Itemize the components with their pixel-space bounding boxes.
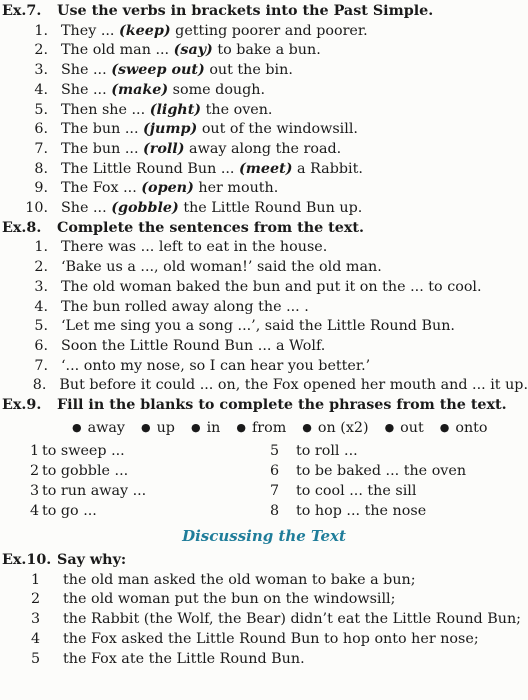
- exercise-10: [0, 551, 528, 669]
- exercise-number: Ex.9.: [2, 397, 42, 414]
- exercise-8-list: [0, 238, 528, 396]
- word-bank-word: from: [251, 419, 287, 436]
- item-text-after: away along the road.: [184, 140, 342, 157]
- phrase-item: [270, 442, 520, 462]
- item-text-before: The bun ...: [61, 121, 144, 138]
- list-item: [0, 298, 528, 318]
- phrase-item: [270, 462, 520, 482]
- bullet-icon: ●: [439, 420, 450, 434]
- section-heading: Discussing the Text: [182, 527, 346, 546]
- word-bank-item: [440, 418, 488, 439]
- item-text: The old woman baked the bun and put it on the ... to cool.: [61, 278, 482, 295]
- item-text: the old woman put the bun on the windowsill;: [63, 591, 396, 608]
- item-number: 5: [31, 650, 41, 667]
- verb-in-brackets: (make): [111, 81, 169, 98]
- item-text-before: She ...: [61, 200, 112, 217]
- verb-in-brackets: (gobble): [111, 200, 179, 217]
- item-text: to sweep ...: [42, 443, 125, 460]
- exercise-7: [0, 2, 528, 219]
- verb-in-brackets: (keep): [119, 22, 171, 39]
- item-text-before: The bun ...: [61, 140, 144, 157]
- word-bank-word: out: [400, 419, 424, 436]
- exercise-title: Use the verbs in brackets into the Past Simple.: [57, 3, 434, 19]
- item-text: [61, 179, 528, 199]
- item-number: 3: [30, 482, 40, 499]
- list-item: [0, 571, 528, 591]
- word-bank-item: [141, 418, 175, 439]
- item-text-before: They ...: [61, 22, 120, 39]
- item-number: 3: [31, 611, 41, 628]
- item-text: to run away ...: [42, 482, 147, 499]
- list-item: [0, 140, 528, 160]
- phrase-column-left: [0, 442, 270, 521]
- item-number: 1.: [34, 22, 48, 39]
- exercise-7-header: [0, 2, 528, 22]
- list-item: [0, 101, 528, 121]
- item-number: 2: [31, 591, 41, 608]
- list-item: [0, 81, 528, 101]
- item-number: 2.: [34, 259, 48, 276]
- phrase-column-right: [270, 442, 520, 521]
- item-text: [61, 140, 528, 160]
- verb-in-brackets: (light): [149, 101, 202, 118]
- item-text: to go ...: [42, 502, 97, 519]
- item-number: 9.: [34, 180, 48, 197]
- word-bank-item: [191, 418, 220, 439]
- list-item: [0, 179, 528, 199]
- exercise-10-header: [0, 551, 528, 571]
- exercise-9-header: [0, 396, 528, 416]
- exercise-8: [0, 219, 528, 396]
- word-bank-word: up: [156, 419, 175, 436]
- word-bank-word: in: [206, 419, 221, 436]
- item-number: 1.: [34, 239, 48, 256]
- word-bank-item: [72, 418, 125, 439]
- list-item: [0, 630, 528, 650]
- item-text-before: The old man ...: [61, 42, 174, 59]
- item-text: ‘Let me sing you a song ...’, said the Little Round Bun.: [61, 318, 455, 335]
- item-text: [61, 22, 528, 42]
- item-number: 4.: [34, 81, 48, 98]
- phrase-item: [0, 462, 270, 482]
- item-text-after: getting poorer and poorer.: [170, 22, 368, 39]
- item-number: 8.: [32, 377, 47, 394]
- word-bank-item: [236, 418, 286, 439]
- verb-in-brackets: (sweep out): [111, 62, 205, 79]
- item-text-before: She ...: [61, 62, 112, 79]
- item-text: The bun rolled away along the ... .: [61, 298, 309, 315]
- item-text: [61, 101, 528, 121]
- bullet-icon: ●: [302, 420, 312, 434]
- list-item: [0, 590, 528, 610]
- exercise-number: Ex.7.: [2, 3, 42, 19]
- item-number: 7.: [34, 140, 48, 157]
- verb-in-brackets: (roll): [143, 140, 185, 157]
- item-text-after: a Rabbit.: [292, 160, 363, 177]
- phrase-item: [0, 502, 270, 522]
- list-item: [0, 41, 528, 61]
- word-bank-item: [302, 418, 368, 439]
- verb-in-brackets: (open): [141, 180, 194, 197]
- item-text: There was ... left to eat in the house.: [61, 239, 328, 256]
- item-number: 8: [270, 502, 280, 519]
- verb-in-brackets: (say): [173, 42, 213, 59]
- item-text-after: out the bin.: [204, 62, 293, 79]
- item-text: the Rabbit (the Wolf, the Bear) didn’t eat the Little Round Bun;: [63, 611, 521, 628]
- bullet-icon: ●: [140, 420, 151, 434]
- item-text: to cool ... the sill: [296, 482, 417, 499]
- item-number: 10.: [25, 200, 48, 217]
- list-item: [0, 357, 528, 377]
- bullet-icon: ●: [72, 420, 82, 434]
- item-text: [61, 160, 528, 180]
- list-item: [0, 278, 528, 298]
- list-item: [0, 376, 528, 396]
- list-item: [0, 610, 528, 630]
- item-number: 4: [30, 502, 40, 519]
- item-number: 5.: [34, 101, 48, 118]
- item-text-after: out of the windowsill.: [197, 121, 358, 138]
- exercise-9: [0, 396, 528, 521]
- item-text: to be baked ... the oven: [296, 463, 467, 480]
- bullet-icon: ●: [236, 420, 246, 434]
- bullet-icon: ●: [190, 420, 201, 434]
- item-text: [61, 81, 528, 101]
- item-number: 3.: [34, 278, 48, 295]
- list-item: [0, 258, 528, 278]
- item-text: the Fox ate the Little Round Bun.: [63, 650, 305, 667]
- item-text: [61, 61, 528, 81]
- item-text: ‘... onto my nose, so I can hear you better.’: [61, 357, 371, 374]
- word-bank: [0, 418, 528, 439]
- item-number: 6.: [34, 121, 48, 138]
- list-item: [0, 199, 528, 219]
- word-bank-item: [385, 418, 424, 439]
- word-bank-word: on (x2): [317, 419, 369, 436]
- item-number: 1: [31, 571, 41, 588]
- item-text-before: The Little Round Bun ...: [61, 160, 240, 177]
- phrase-item: [270, 482, 520, 502]
- item-number: 5: [270, 443, 280, 460]
- item-number: 8.: [34, 160, 48, 177]
- exercise-8-header: [0, 219, 528, 239]
- item-text-after: the Little Round Bun up.: [178, 200, 363, 217]
- item-number: 1: [30, 443, 40, 460]
- list-item: [0, 317, 528, 337]
- phrase-item: [0, 482, 270, 502]
- list-item: [0, 337, 528, 357]
- item-text: the old man asked the old woman to bake a bun;: [63, 571, 416, 588]
- item-number: 3.: [34, 62, 48, 79]
- list-item: [0, 238, 528, 258]
- exercise-7-list: [0, 22, 528, 219]
- phrase-item: [0, 442, 270, 462]
- item-text: Soon the Little Round Bun ... a Wolf.: [61, 337, 326, 354]
- item-text: to roll ...: [296, 443, 358, 460]
- item-number: 2.: [34, 42, 48, 59]
- exercise-number: Ex.8.: [2, 219, 42, 236]
- item-text: [61, 41, 528, 61]
- list-item: [0, 120, 528, 140]
- phrase-grid: [0, 442, 528, 521]
- item-number: 7: [270, 482, 280, 499]
- item-text-after: the oven.: [201, 101, 273, 118]
- verb-in-brackets: (meet): [239, 160, 293, 177]
- exercise-title: Complete the sentences from the text.: [57, 219, 364, 236]
- item-number: 6.: [34, 337, 48, 354]
- item-number: 4: [31, 630, 41, 647]
- item-text-before: The Fox ...: [61, 180, 142, 197]
- item-text-before: Then she ...: [61, 101, 150, 118]
- phrase-item: [270, 502, 520, 522]
- list-item: [0, 650, 528, 670]
- item-number: 5.: [34, 318, 48, 335]
- item-number: 7.: [34, 357, 48, 374]
- verb-in-brackets: (jump): [143, 121, 198, 138]
- exercise-number: Ex.10.: [2, 551, 52, 568]
- item-text: [61, 120, 528, 140]
- bullet-icon: ●: [384, 420, 395, 434]
- item-number: 2: [30, 463, 40, 480]
- item-text-before: She ...: [61, 81, 112, 98]
- item-text-after: some dough.: [168, 81, 266, 98]
- item-text-after: to bake a bun.: [212, 42, 321, 59]
- list-item: [0, 61, 528, 81]
- item-number: 6: [270, 463, 280, 480]
- item-text: [61, 199, 528, 219]
- word-bank-word: onto: [455, 419, 488, 436]
- word-bank-word: away: [87, 419, 125, 436]
- item-text-after: her mouth.: [193, 180, 279, 197]
- item-text: to hop ... the nose: [296, 502, 427, 519]
- item-text: the Fox asked the Little Round Bun to hop onto her nose;: [63, 630, 479, 647]
- item-text: to gobble ...: [42, 463, 129, 480]
- exercise-10-list: [0, 571, 528, 670]
- item-number: 4.: [34, 298, 48, 315]
- list-item: [0, 160, 528, 180]
- exercise-title: Say why:: [57, 551, 127, 568]
- list-item: [0, 22, 528, 42]
- item-text: But before it could ... on, the Fox opened her mouth and ... it up.: [59, 377, 528, 394]
- item-text: ‘Bake us a ..., old woman!’ said the old man.: [61, 259, 382, 276]
- exercise-title: Fill in the blanks to complete the phrases from the text.: [57, 397, 507, 414]
